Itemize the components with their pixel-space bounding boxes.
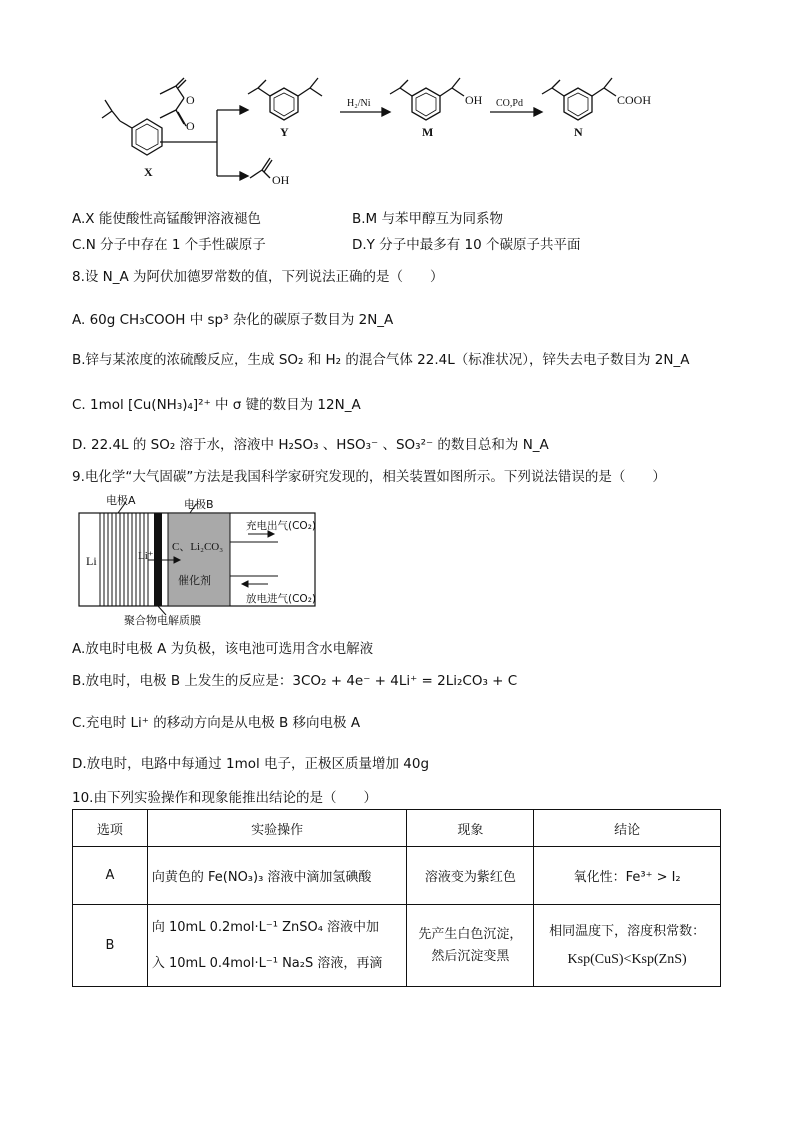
label-x: X [144,165,153,179]
table-row [73,847,721,905]
q10-stem: 10.由下列实验操作和现象能推出结论的是（ ） [72,790,377,806]
battery-diagram [78,492,338,627]
q8-option-a: A. 60g CH₃COOH 中 sp³ 杂化的碳原子数目为 2N_A [72,312,394,328]
header-option: 选项 [73,810,148,847]
molecule-n [542,78,616,120]
q8-option-b: B.锌与某浓度的浓硫酸反应，生成 SO₂ 和 H₂ 的混合气体 22.4L（标准状况），锌失去电子数目为 2N_A [72,352,690,368]
row-b-phenomenon [407,905,534,987]
row-a-operation: 向黄色的 Fe(NO₃)₃ 溶液中滴加氢碘酸 [147,847,407,905]
reaction-scheme [72,66,672,201]
label-membrane: 聚合物电解质膜 [124,614,201,627]
molecule-x [102,100,162,155]
label-cooh: COOH [617,93,652,107]
row-b-phenomenon-line2: 然后沉淀变黑 [431,948,510,964]
label-catalyst: 催化剂 [178,574,211,587]
q10-table [72,809,721,987]
q7-option-c: C.N 分子中存在 1 个手性碳原子 [72,237,266,253]
label-n: N [574,125,583,139]
table-row [73,905,721,987]
label-m: M [422,125,434,139]
label-li: Li [86,554,97,568]
header-phenomenon: 现象 [407,810,534,847]
reagent-h2-ni: H₂/Ni [347,98,371,109]
table-header-row [73,810,721,847]
label-oh: OH [465,93,483,107]
row-b-operation [147,905,407,987]
reagent-co-pd: CO,Pd [496,98,523,109]
molecule-anhydride [160,78,186,126]
label-electrode-a: 电极A [106,494,136,507]
q7-option-d: D.Y 分子中最多有 10 个碳原子共平面 [352,237,581,253]
label-anhydride-o2: O [186,119,195,133]
molecule-m [390,78,464,120]
label-anhydride-o: O [186,93,195,107]
row-a-option: A [73,847,148,905]
label-c-li2co3: C、Li₂CO₃ [172,541,224,553]
row-b-option: B [73,905,148,987]
q9-option-b: B.放电时，电极 B 上发生的反应是：3CO₂ + 4e⁻ + 4Li⁺ = 2Li₂CO₃ + C [72,673,518,689]
q9-option-a: A.放电时电极 A 为负极，该电池可选用含水电解液 [72,641,374,657]
row-b-operation-line2: 入 10mL 0.4mol·L⁻¹ Na₂S 溶液，再滴 [151,955,383,971]
row-b-operation-line1: 向 10mL 0.2mol·L⁻¹ ZnSO₄ 溶液中加 [151,919,380,935]
q9-option-d: D.放电时，电路中每通过 1mol 电子，正极区质量增加 40g [72,756,430,772]
label-discharge-in: 放电进气(CO₂) [246,593,316,605]
row-b-conclusion [534,905,721,987]
header-operation: 实验操作 [147,810,407,847]
label-electrode-b: 电极B [184,498,214,511]
label-y: Y [280,125,289,139]
molecule-y [248,78,322,120]
q9-option-c: C.充电时 Li⁺ 的移动方向是从电极 B 移向电极 A [72,715,361,731]
row-b-conclusion-line2: Ksp(CuS)<Ksp(ZnS) [567,951,687,967]
row-a-conclusion: 氧化性：Fe³⁺ > I₂ [534,847,721,905]
row-b-conclusion-line1: 相同温度下，溶度积常数： [549,923,706,939]
q8-stem: 8.设 N_A 为阿伏加德罗常数的值，下列说法正确的是（ ） [72,269,444,285]
q8-option-d: D. 22.4L 的 SO₂ 溶于水，溶液中 H₂SO₃ 、HSO₃⁻ 、SO₃²⁻ 的数目总和为 N_A [72,437,549,453]
row-a-phenomenon: 溶液变为紫红色 [407,847,534,905]
q7-option-b: B.M 与苯甲醇互为同系物 [352,211,503,227]
row-b-phenomenon-line1: 先产生白色沉淀， [418,926,523,942]
q7-option-a: A.X 能使酸性高锰酸钾溶液褪色 [72,211,261,227]
label-li-ion: Li⁺ [138,550,154,562]
q8-option-c: C. 1mol [Cu(NH₃)₄]²⁺ 中 σ 键的数目为 12N_A [72,397,361,413]
q9-stem: 9.电化学“大气固碳”方法是我国科学家研究发现的，相关装置如图所示。下列说法错误的是（ ） [72,469,666,485]
molecule-acetic-acid [250,158,272,178]
header-conclusion: 结论 [534,810,721,847]
label-charge-out: 充电出气(CO₂) [246,520,316,532]
label-acid-oh: OH [272,173,290,187]
